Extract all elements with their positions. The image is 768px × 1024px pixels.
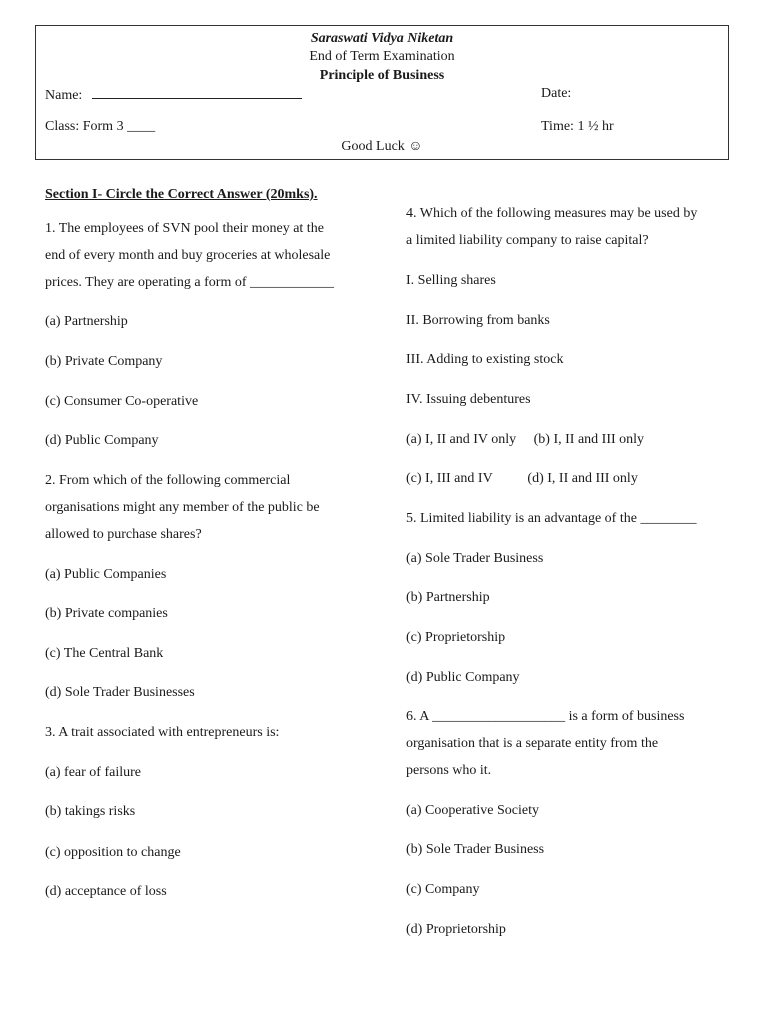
question-line: I. Selling shares — [406, 273, 496, 288]
question-line: IV. Issuing debentures — [406, 392, 531, 407]
question-line: 6. A ___________________ is a form of business — [406, 709, 685, 724]
question-line: (c) Company — [406, 882, 480, 897]
question-line: (b) Sole Trader Business — [406, 842, 545, 857]
school-name: Saraswati Vidya Niketan — [310, 31, 454, 46]
question-line: (a) Cooperative Society — [406, 803, 539, 818]
exam-header — [35, 25, 729, 160]
good-luck: Good Luck ☺ — [341, 139, 423, 154]
question-line: end of every month and buy groceries at wholesale — [45, 248, 331, 263]
question-line: (b) Partnership — [406, 590, 490, 605]
question-line: 1. The employees of SVN pool their money at the — [45, 221, 324, 236]
question-line: (d) Sole Trader Businesses — [45, 685, 195, 700]
question-line: (d) Public Company — [406, 670, 520, 685]
question-line: (a) Public Companies — [45, 567, 167, 582]
section-heading: Section I- Circle the Correct Answer (20mks). — [45, 187, 318, 202]
question-line: (c) The Central Bank — [45, 646, 164, 661]
question-line: (c) Consumer Co-operative — [45, 394, 199, 409]
question-line: 2. From which of the following commercial — [45, 473, 291, 488]
question-line: (d) Proprietorship — [406, 922, 506, 937]
question-line: (a) Partnership — [45, 314, 128, 329]
question-line: 4. Which of the following measures may be used by — [406, 206, 698, 221]
question-line: (c) opposition to change — [45, 845, 181, 860]
time-label: Time: 1 ½ hr — [541, 119, 614, 134]
class-label: Class: Form 3 ____ — [45, 119, 156, 134]
name-label: Name: — [45, 88, 83, 103]
question-line: (d) acceptance of loss — [45, 884, 167, 899]
question-line: II. Borrowing from banks — [406, 313, 550, 328]
question-line: (b) takings risks — [45, 804, 136, 819]
question-line: prices. They are operating a form of ____________ — [45, 275, 334, 290]
question-line: (b) Private companies — [45, 606, 168, 621]
name-blank — [92, 86, 302, 99]
question-line: (d) Public Company — [45, 433, 159, 448]
exam-title: End of Term Examination — [309, 49, 455, 64]
question-line: (a) Sole Trader Business — [406, 551, 544, 566]
question-line: (c) I, III and IV (d) I, II and III only — [406, 471, 638, 486]
question-line: (a) I, II and IV only (b) I, II and III only — [406, 432, 645, 447]
question-line: (a) fear of failure — [45, 765, 141, 780]
date-label: Date: — [541, 86, 572, 101]
question-line: (c) Proprietorship — [406, 630, 506, 645]
question-line: 3. A trait associated with entrepreneurs is: — [45, 725, 280, 740]
question-line: persons who it. — [406, 763, 492, 778]
question-line: allowed to purchase shares? — [45, 527, 202, 542]
name-field — [45, 86, 302, 104]
question-line: 5. Limited liability is an advantage of the ________ — [406, 511, 697, 526]
question-line: (b) Private Company — [45, 354, 163, 369]
question-line: a limited liability company to raise capital? — [406, 233, 649, 248]
subject-title: Principle of Business — [319, 68, 445, 83]
question-line: III. Adding to existing stock — [406, 352, 564, 367]
question-line: organisations might any member of the public be — [45, 500, 320, 515]
question-line: organisation that is a separate entity from the — [406, 736, 659, 751]
